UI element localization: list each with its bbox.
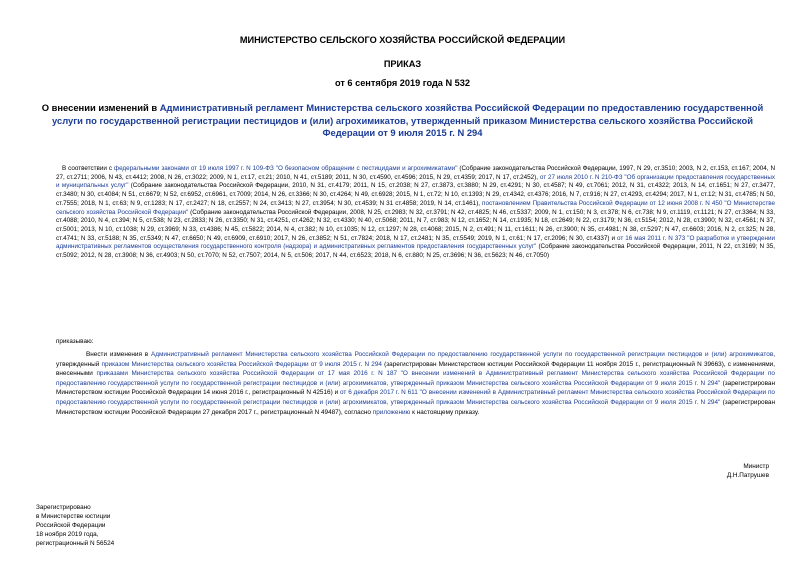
ministry-heading: МИНИСТЕРСТВО СЕЛЬСКОГО ХОЗЯЙСТВА РОССИЙСКОЙ ФЕДЕРАЦИИ — [239, 35, 566, 45]
preamble-text-4: (Собрание законодательства Российской Федерации, 2008, N 25, ст.2983; N 32, ст.3791; N 42, ст.4825; N 46, ст.5337; 2009, N 1, ст.150; N 3, ст.378; N 6, ст.738; N 9, ст.1119, ст.1121; N 27, ст.3364; N 33, ст.4088; 2010, N 4, ст.394; N 5, ст.538; N 23, ст.2833; N 26, ст.3350; N 31, ст.4251, ст.4262; N 32, ст.4330; N 40, ст.5068; 2011, N 7, ст.983; N 12, ст.1652; N 14, ст.1935; N 18, ст.2649; N 22, ст.3179; N 36, ст.5154; 2012, N 28, ст.3900; N 32, ст.4561; N 37, ст.5001; 2013, N 10, ст.1038; N 29, ст.3969; N 33, ст.4386; N 45, ст.5822; 2014, N 4, ст.382; N 10, ст.1035; N 12, ст.1297; N 28, ст.4068; 2015, N 2, ст.491; N 11, ст.1611; N 26, ст.3900; N 35, ст.4981; N 38, ст.5297; N 47, ст.6603; 2016, N 2, ст.325; N 28, ст.4741; N 33, ст.5188; N 35, ст.5349; N 47, ст.6650; N 49, ст.6909, ст.6910; 2017, N 26, ст.3852; N 51, ст.7824; 2018, N 17, ст.2481; N 35, ст.5549; 2019, N 1, ст.61; N 17, ст.2096; N 30, ст.4337) и — [56, 208, 775, 242]
registration-line: Российской Федерации — [36, 522, 106, 529]
registration-line: Зарегистрировано — [36, 504, 91, 511]
decree-text-3: (зарегистрирован Министерством юстиции Российской Федерации 11 ноября 2015 г., регистрационный N 39663), с изменениями, внесенными — [56, 360, 775, 378]
decree-text-6: к настоящему приказу. — [410, 408, 480, 416]
order-187-link[interactable]: приказами Министерства сельского хозяйства Российской Федерации от 17 мая 2016 г. N 187 "О внесении изменений в Административный регламент Министерства сельского хозяйства Российской Федерации по предоставлению государственной услуги по государственной регистрации пестицидов и (или) агрохимикатов, утвержденный приказом Министерства сельского хозяйства Российской Федерации от 9 июля 2015 г. N 294" — [56, 370, 775, 387]
registration-block — [36, 503, 114, 548]
resolution-450-link[interactable]: постановлением Правительства Российской Федерации от 12 июня 2008 г. N 450 "О Министерстве сельского хозяйства Российской Федерации" — [56, 199, 775, 216]
registration-line: 18 ноября 2019 года, — [36, 531, 99, 538]
resolution-373-link[interactable]: от 16 мая 2011 г. N 373 "О разработке и утверждении административных регламентов осуществления государственного контроля (надзора) и административных регламентов предоставления государственных услуг" — [56, 234, 776, 251]
preamble-text-3: (Собрание законодательства Российской Федерации, 2010, N 31, ст.4179; 2011, N 15, ст.2038; N 27, ст.3873, ст.3880; N 29, ст.4291; N 30, ст.4587; N 49, ст.7061; 2012, N 31, ст.4322; 2013, N 14, ст.1651; N 27, ст.3477, ст.3480; N 30, ст.4084; N 51, ст.6679; N 52, ст.6952, ст.6961, ст.7009; 2014, N 26, ст.3366; N 30, ст.4264; N 49, ст.6928; 2015, N 1, ст.72; N 10, ст.1393; N 29, ст.4342, ст.4376; 2016, N 7, ст.916; N 27, ст.4293, ст.4294; 2017, N 1, ст.12; N 31, ст.4785; N 50, ст.7555; 2018, N 1, ст.63; N 9, ст.1283; N 17, ст.2427; N 18, ст.2557; N 24, ст.3413; N 27, ст.3954; N 30, ст.4539; N 31 ст.4858; 2019, N 14, ст.1461), — [56, 182, 775, 207]
order-611-link[interactable]: от 6 декабря 2017 г. N 611 "О внесении изменений в Административный регламент Министерства сельского хозяйства Российской Федерации по предоставлению государственной услуги по государственной регистрации пестицидов и (или) агрохимикатов, утвержденный приказом Министерства сельского хозяйства Российской Федерации от 9 июля 2015 г. N 294" — [56, 389, 775, 406]
signer-name: Д.Н.Патрушев — [726, 472, 769, 479]
title-regulation-link[interactable]: Административный регламент Министерства сельского хозяйства Российской Федерации по предоставлению государственной услуги по государственной регистрации пестицидов и (или) агрохимикатов, утвержденный приказом Министерства сельского хозяйства Российской Федерации от 9 июля 2015 г. N 294 — [52, 102, 764, 138]
federal-laws-link[interactable]: федеральными законами от 19 июля 1997 г. N 109-ФЗ "О безопасном обращении с пестицидами и агрохимикатами" — [113, 165, 458, 172]
order-heading: ПРИКАЗ — [383, 59, 422, 69]
title-prefix: О внесении изменений в — [41, 102, 160, 113]
registration-line: в Министерстве юстиции — [36, 513, 111, 520]
decree-text-4: (зарегистрирован Министерством юстиции Российской Федерации 14 июня 2016 г., регистрационный N 42516) и — [56, 379, 775, 397]
order-date: от 6 сентября 2019 года N 532 — [334, 78, 470, 88]
preamble-paragraph — [56, 165, 775, 261]
order-294-link[interactable]: приказом Министерства сельского хозяйства Российской Федерации от 9 июля 2015 г. N 294 — [101, 360, 382, 368]
registration-line: регистрационный N 56524 — [36, 540, 115, 547]
signature-block — [727, 462, 769, 480]
signer-role: Министр — [743, 463, 769, 470]
preamble-text-2: (Собрание законодательства Российской Федерации, 1997, N 29, ст.3510; 2003, N 2, ст.153, ст.167; 2004, N 27, ст.2711; 2006, N 43, ст.4412; 2008, N 26, ст.3022; 2009, N 1, ст.17, ст.21; 2010, N 41, ст.5189; 2011, N 30, ст.4590, ст.4596; 2015, N 29, ст.4359; 2017, N 17, ст.2452), — [56, 165, 775, 181]
appendix-link[interactable]: приложению — [372, 408, 411, 416]
regulation-link[interactable]: Административный регламент Министерства сельского хозяйства Российской Федерации по предоставлению государственной услуги по государственной регистрации пестицидов и (или) агрохимикатов — [151, 351, 774, 358]
decree-text-2: , утвержденный — [56, 351, 775, 368]
preamble-text-5: (Собрание законодательства Российской Федерации, 2011, N 22, ст.3169; N 35, ст.5092; 2012, N 28, ст.3908; N 36, ст.4903; N 50, ст.7070; N 52, ст.7507; 2014, N 5, ст.506; 2017, N 44, ст.6523; 2018, N 6, ст.880; N 25, ст.3696; N 36, ст.5623; N 46, ст.7050) — [56, 243, 775, 260]
order-intro: приказываю: — [56, 338, 94, 345]
law-210-link[interactable]: от 27 июля 2010 г. N 210-ФЗ "Об организации предоставления государственных и муниципальных услуг" — [56, 173, 775, 190]
decree-paragraph — [56, 350, 775, 417]
decree-text-1: Внести изменения в — [86, 351, 152, 358]
preamble-text-1: В соответствии с — [62, 165, 114, 172]
decree-text-5: (зарегистрирован Министерством юстиции Российской Федерации 27 декабря 2017 г., регистрационный N 49487), согласно — [56, 398, 775, 416]
document-title — [30, 102, 775, 140]
